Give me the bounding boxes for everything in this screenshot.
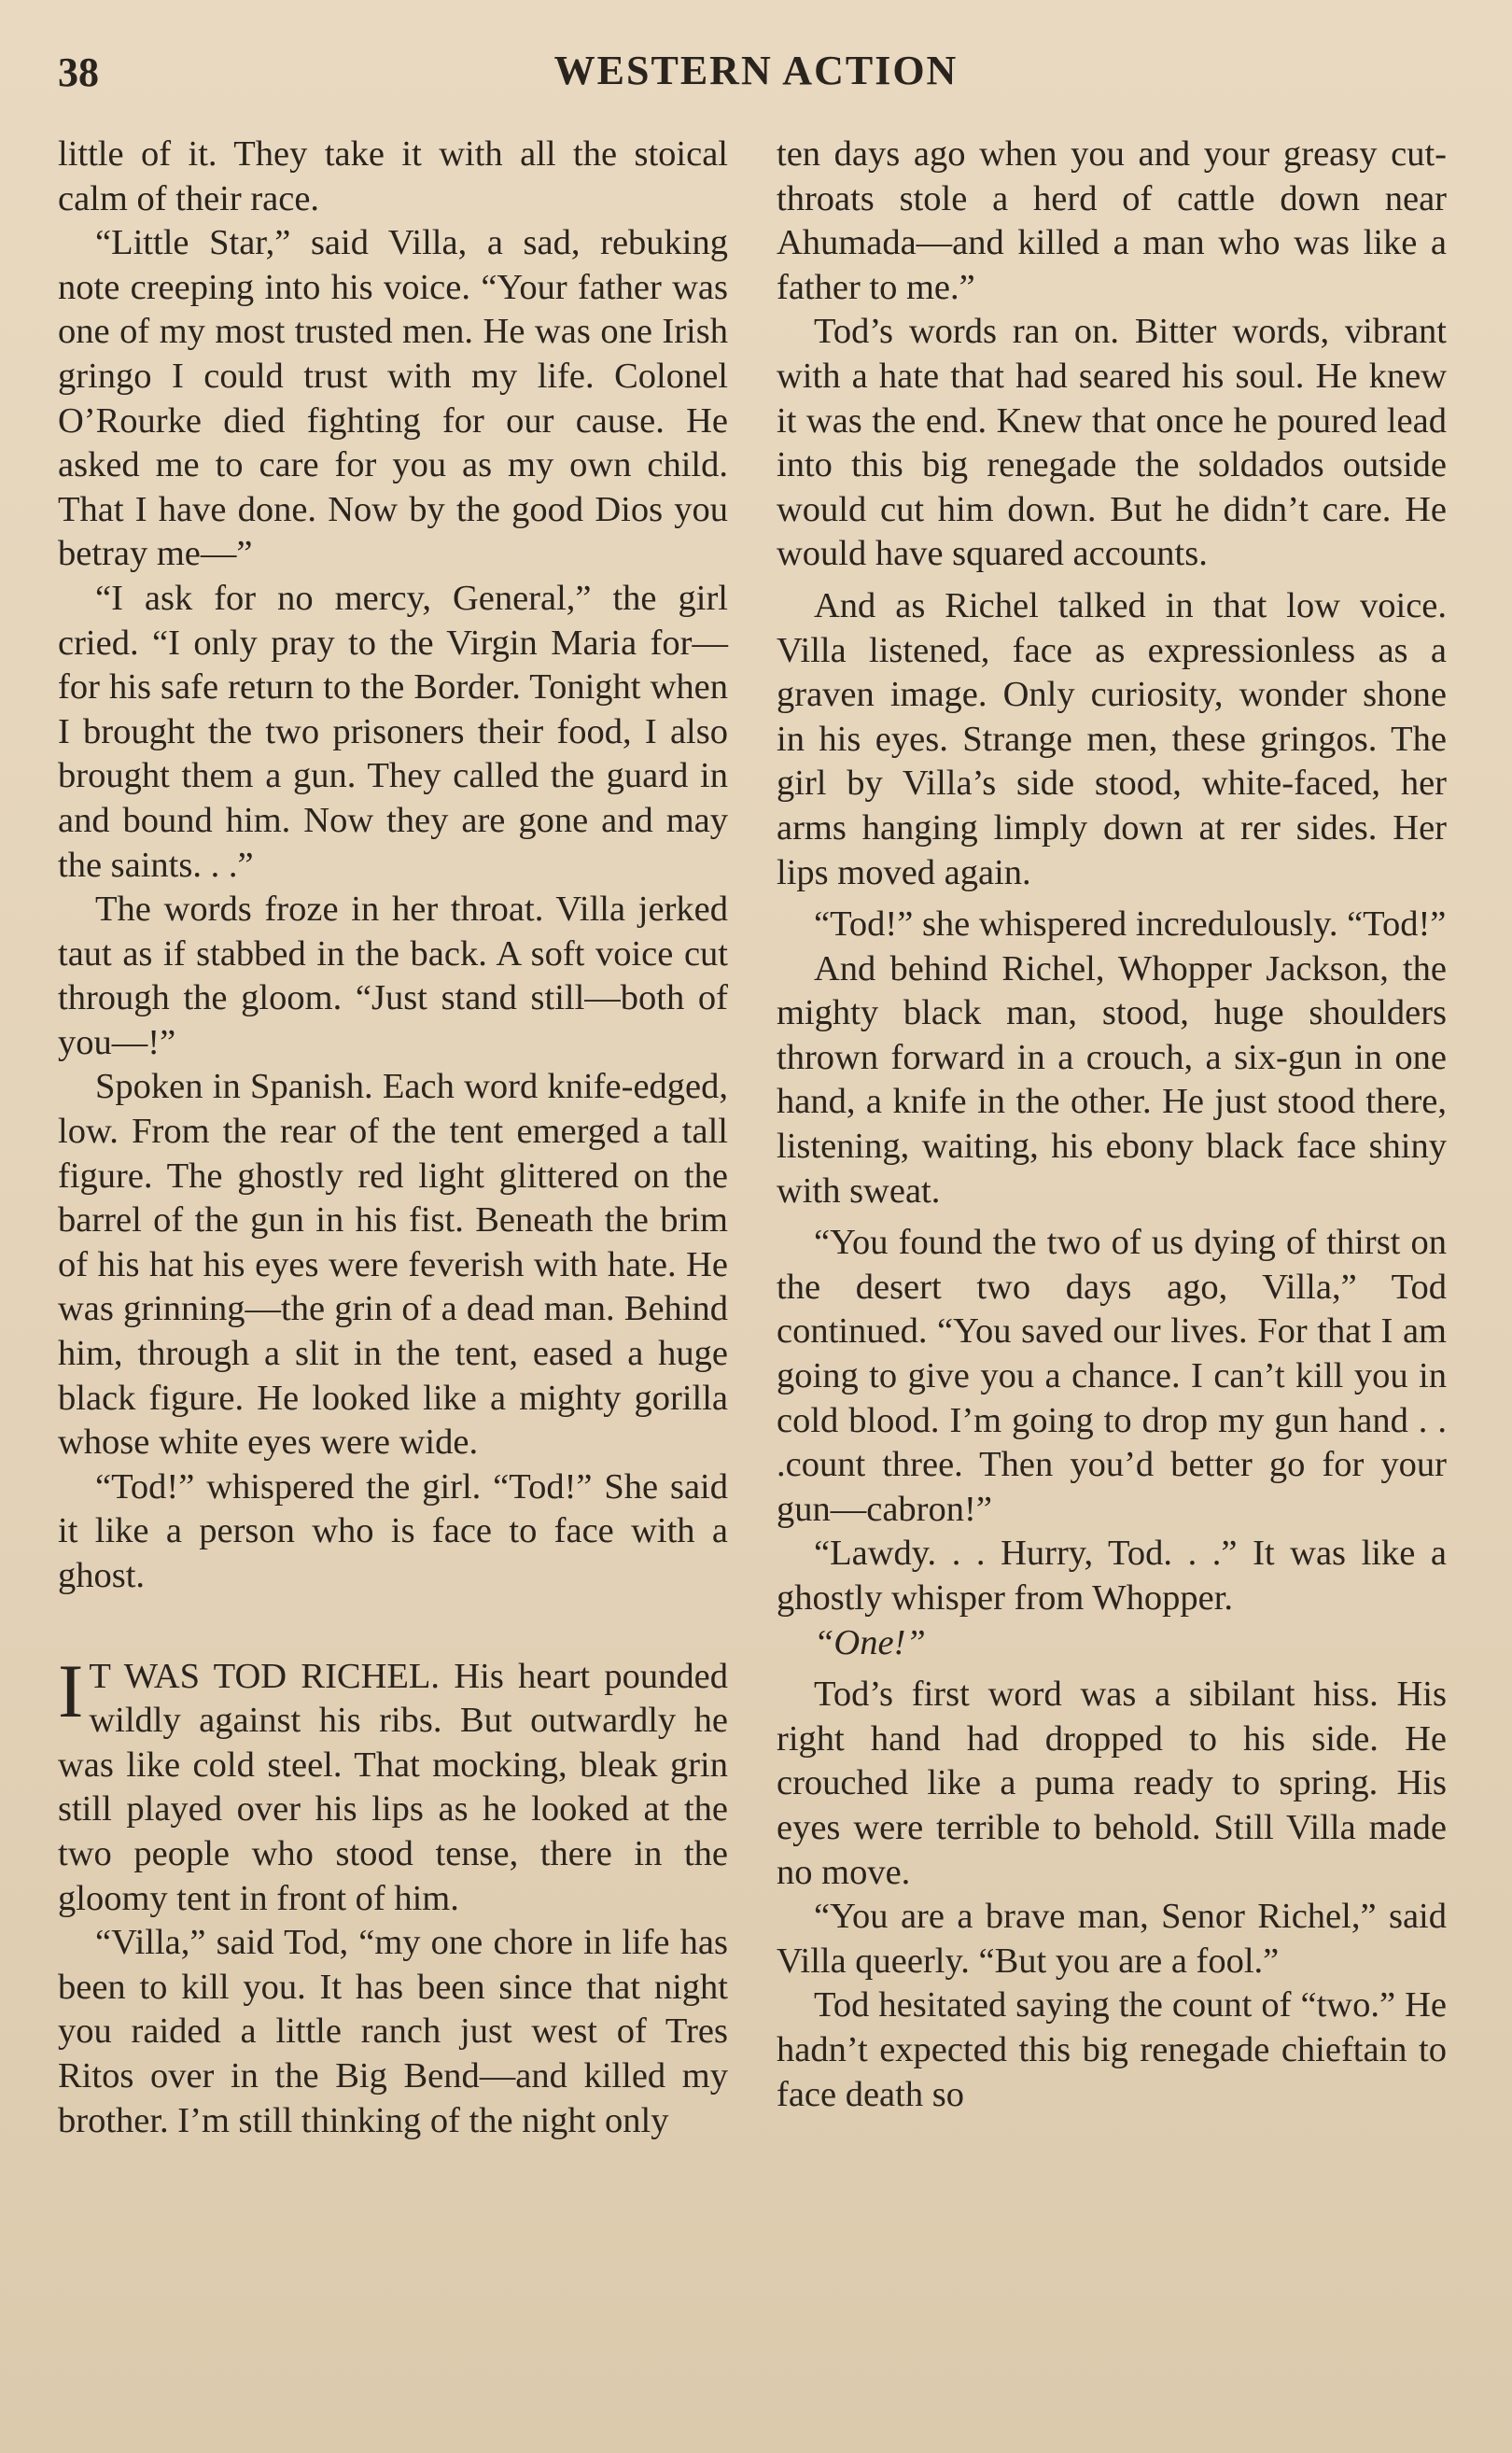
- paragraph: Spoken in Spanish. Each word knife-edged, low. From the rear of the tent emerged a tall figure. The ghostly red light glittered on the barrel of the gun in his fist. Beneath the brim of his hat his eyes were feverish with hate. He was grinning—the grin of a dead man. Behind him, through a slit in the tent, eased a huge black figure. He looked like a mighty gorilla whose white eyes were wide.: [58, 1067, 728, 1463]
- left-column: [58, 133, 728, 2143]
- paragraph: The words froze in her throat. Villa jerked taut as if stabbed in the back. A soft voice cut through the gloom. “Just stand still—both of you—!”: [58, 890, 728, 1062]
- paragraph: “You found the two of us dying of thirst on the desert two days ago, Villa,” Tod continued. “You saved our lives. For that I am going to give you a chance. I can’t kill you in cold blood. I’m going to drop my gun hand . . .count three. Then you’d better go for your gun—cabron!”: [777, 1223, 1447, 1529]
- paragraph: And as Richel talked in that low voice. Villa listened, face as expressionless as a graven image. Only curiosity, wonder shone in his eyes. Strange men, these gringos. The girl by Villa’s side stood, white-faced, her arms hanging limply down at rer sides. Her lips moved again.: [777, 585, 1447, 892]
- paragraph: “Lawdy. . . Hurry, Tod. . .” It was like a ghostly whisper from Whopper.: [777, 1534, 1447, 1618]
- magazine-title: WESTERN ACTION: [553, 48, 959, 93]
- paragraph: Tod hesitated saying the count of “two.” He hadn’t expected this big renegade chieftain to face death so: [777, 1985, 1447, 2114]
- paragraph: And behind Richel, Whopper Jackson, the mighty black man, stood, huge shoulders thrown forward in a crouch, a six-gun in one hand, a knife in the other. He just stood there, listening, waiting, his ebony black face shiny with sweat.: [777, 948, 1447, 1211]
- page-number: 38: [58, 49, 99, 95]
- paragraph: “Tod!” she whispered incredulously. “Tod!”: [814, 904, 1447, 945]
- drop-cap: I: [58, 1647, 84, 1733]
- section-opening-text: T WAS TOD RICHEL. His heart pounded wildly against his ribs. But outwardly he was like cold steel. That mocking, bleak grin still played over his lips as he looked at the two people who stood tense, there in the gloomy tent in front of him.: [58, 1656, 728, 1918]
- paragraph: ten days ago when you and your greasy cut-throats stole a herd of cattle down near Ahumada—and killed a man who was like a father to me.”: [777, 134, 1447, 307]
- paragraph: “Villa,” said Tod, “my one chore in life has been to kill you. It has been since that night you raided a little ranch just west of Tres Ritos over in the Big Bend—and killed my brother. I’m still thinking of the night only: [58, 1923, 728, 2140]
- paragraph: “Tod!” whispered the girl. “Tod!” She said it like a person who is face to face with a ghost.: [58, 1466, 728, 1595]
- paragraph: “Little Star,” said Villa, a sad, rebuking note creeping into his voice. “Your father was one of my most trusted men. He was one Irish gringo I could trust with my life. Colonel O’Rourke died fighting for our cause. He asked me to care for you as my own child. That I have done. Now by the good Dios you betray me—”: [58, 223, 728, 574]
- paragraph: “You are a brave man, Senor Richel,” said Villa queerly. “But you are a fool.”: [777, 1897, 1447, 1981]
- paragraph: “I ask for no mercy, General,” the girl cried. “I only pray to the Virgin Maria for—for his safe return to the Border. Tonight when I brought the two prisoners their food, I also brought them a gun. They called the guard in and bound him. Now they are gone and may the saints. . .”: [58, 578, 728, 885]
- italic-line: “One!”: [814, 1622, 926, 1662]
- paragraph: little of it. They take it with all the stoical calm of their race.: [58, 134, 728, 218]
- right-column: [777, 133, 1447, 2117]
- section-opening: [58, 1647, 728, 1922]
- paragraph: Tod’s first word was a sibilant hiss. His right hand had dropped to his side. He crouched like a puma ready to spring. His eyes were terrible to behold. Still Villa made no move.: [777, 1675, 1447, 1892]
- running-head: [58, 47, 1454, 103]
- paragraph: Tod’s words ran on. Bitter words, vibrant with a hate that had seared his soul. He knew it was the end. Knew that once he poured lead into this big renegade the soldados outside would cut him down. But he didn’t care. He would have squared accounts.: [777, 312, 1447, 574]
